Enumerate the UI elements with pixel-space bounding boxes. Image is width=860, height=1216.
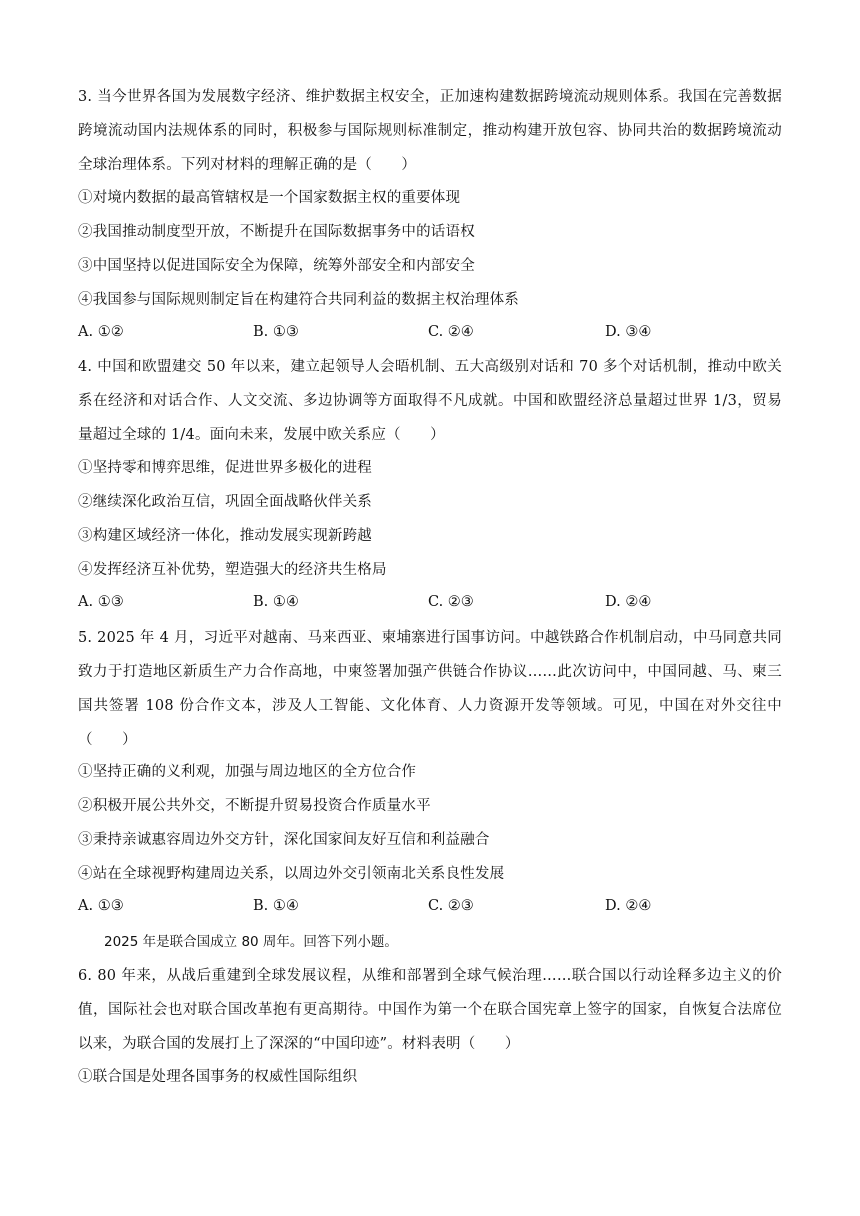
question-3-item-2: ②我国推动制度型开放，不断提升在国际数据事务中的话语权 <box>78 224 475 240</box>
question-3-stem: 3. 当今世界各国为发展数字经济、维护数据主权安全，正加速构建数据跨境流动规则体系。我国在完善数据跨境流动国内法规体系的同时，积极参与国际规则标准制定，推动构建开放包容、协同共治的数据跨境流动全球治理体系。下列对材料的理解正确的是（ ） <box>78 89 782 173</box>
question-4-item-2: ②继续深化政治互信，巩固全面战略伙伴关系 <box>78 494 372 510</box>
option-c: C. ②④ <box>428 324 474 340</box>
question-5-item-1: ①坚持正确的义利观，加强与周边地区的全方位合作 <box>78 764 417 780</box>
question-3-item-4: ④我国参与国际规则制定旨在构建符合共同利益的数据主权治理体系 <box>78 292 519 308</box>
question-5-item-2: ②积极开展公共外交，不断提升贸易投资合作质量水平 <box>78 798 431 814</box>
question-5-item-3: ③秉持亲诚惠容周边外交方针，深化国家间友好互信和利益融合 <box>78 832 490 848</box>
option-b: B. ①③ <box>253 324 299 340</box>
option-a: A. ①③ <box>78 898 124 914</box>
question-6-stem: 6. 80 年来，从战后重建到全球发展议程，从维和部署到全球气候治理……联合国以行动诠释多边主义的价值，国际社会也对联合国改革抱有更高期待。中国作为第一个在联合国宪章上签字的国家，自恢复合法席位以来，为联合国的发展打上了深深的“中国印迹”。材料表明（ ） <box>78 968 782 1052</box>
option-d: D. ②④ <box>605 594 652 610</box>
option-c: C. ②③ <box>428 898 474 914</box>
question-5-stem: 5. 2025 年 4 月，习近平对越南、马来西亚、柬埔寨进行国事访问。中越铁路合作机制启动，中马同意共同致力于打造地区新质生产力合作高地，中柬签署加强产供链合作协议……此次访问中，中国同越、马、柬三国共签署 108 份合作文本，涉及人工智能、文化体育、人力资源开发等领域。可见，中国在对外交往中（ ） <box>78 630 782 748</box>
option-c: C. ②③ <box>428 594 474 610</box>
question-5-options <box>78 898 798 918</box>
question-4-options <box>78 594 798 614</box>
option-a: A. ①③ <box>78 594 124 610</box>
option-d: D. ②④ <box>605 898 652 914</box>
option-d: D. ③④ <box>605 324 652 340</box>
question-5-item-4: ④站在全球视野构建周边关系，以周边外交引领南北关系良性发展 <box>78 866 505 882</box>
question-3-options <box>78 324 798 344</box>
question-3-item-1: ①对境内数据的最高管辖权是一个国家数据主权的重要体现 <box>78 190 461 206</box>
group-intro: 2025 年是联合国成立 80 周年。回答下列小题。 <box>104 934 398 950</box>
option-a: A. ①② <box>78 324 124 340</box>
question-4-item-1: ①坚持零和博弈思维，促进世界多极化的进程 <box>78 460 372 476</box>
question-3-item-3: ③中国坚持以促进国际安全为保障，统筹外部安全和内部安全 <box>78 258 475 274</box>
question-4-item-3: ③构建区域经济一体化，推动发展实现新跨越 <box>78 528 372 544</box>
question-6-item-1: ①联合国是处理各国事务的权威性国际组织 <box>78 1069 358 1085</box>
question-4-stem: 4. 中国和欧盟建交 50 年以来，建立起领导人会晤机制、五大高级别对话和 70 多个对话机制，推动中欧关系在经济和对话合作、人文交流、多边协调等方面取得不凡成就。中国和欧盟经济总量超过世界 1/3，贸易量超过全球的 1/4。面向未来，发展中欧关系应（ ） <box>78 359 782 443</box>
question-4-item-4: ④发挥经济互补优势，塑造强大的经济共生格局 <box>78 562 387 578</box>
option-b: B. ①④ <box>253 594 299 610</box>
option-b: B. ①④ <box>253 898 299 914</box>
